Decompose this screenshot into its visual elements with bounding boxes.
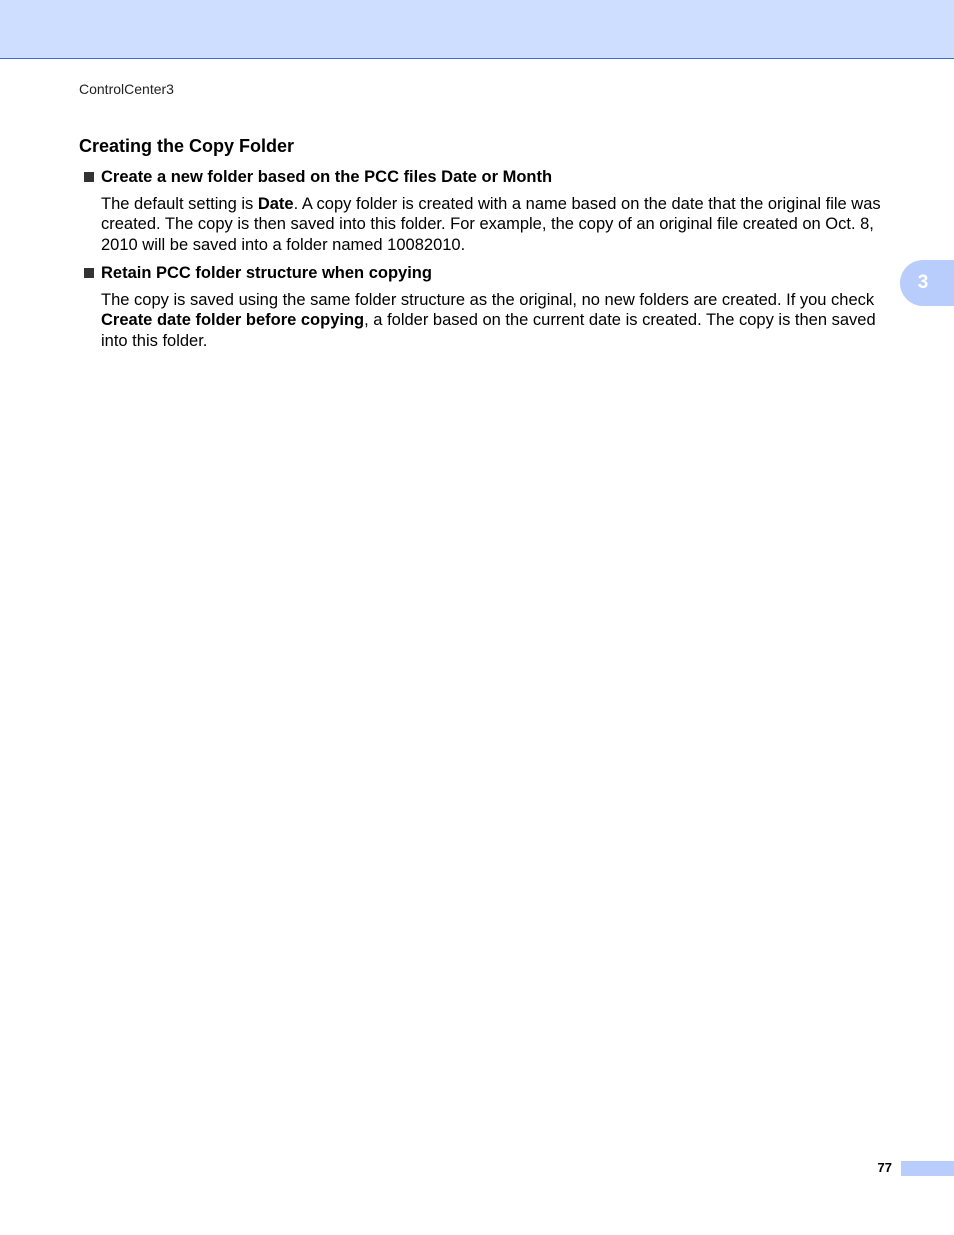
square-bullet-icon — [84, 172, 94, 182]
square-bullet-icon — [84, 268, 94, 278]
bullet-heading: Retain PCC folder structure when copying — [101, 263, 432, 282]
paragraph-text: , a folder based on the current date is created. The copy is then saved into this folder. — [101, 311, 876, 350]
bullet-heading-row — [84, 262, 894, 284]
list-item — [84, 262, 894, 351]
bullet-paragraph — [101, 290, 893, 351]
list-item — [84, 166, 894, 255]
paragraph-text: . A copy folder is created with a name based on the date that the original file was created. The copy is then saved into this folder. For example, the copy of an original file created on Oct. 8, 2010 will be saved into a folder named 10082010. — [101, 195, 881, 254]
section-title: Creating the Copy Folder — [79, 136, 295, 156]
running-header: ControlCenter3 — [79, 81, 174, 97]
page-number: 77 — [877, 1160, 892, 1175]
paragraph-text: The default setting is — [101, 195, 258, 213]
bullet-paragraph — [101, 194, 893, 255]
chapter-number: 3 — [917, 272, 929, 293]
paragraph-emphasis: Date — [257, 195, 294, 213]
paragraph-emphasis: Create date folder before copying — [101, 311, 365, 330]
header-band — [0, 0, 954, 59]
bullet-heading: Create a new folder based on the PCC files Date or Month — [101, 167, 553, 186]
chapter-tab — [900, 260, 954, 306]
paragraph-text: The copy is saved using the same folder structure as the original, no new folders are created. If you check — [101, 291, 875, 309]
page-number-bar — [901, 1161, 954, 1176]
bullet-heading-row — [84, 166, 894, 188]
